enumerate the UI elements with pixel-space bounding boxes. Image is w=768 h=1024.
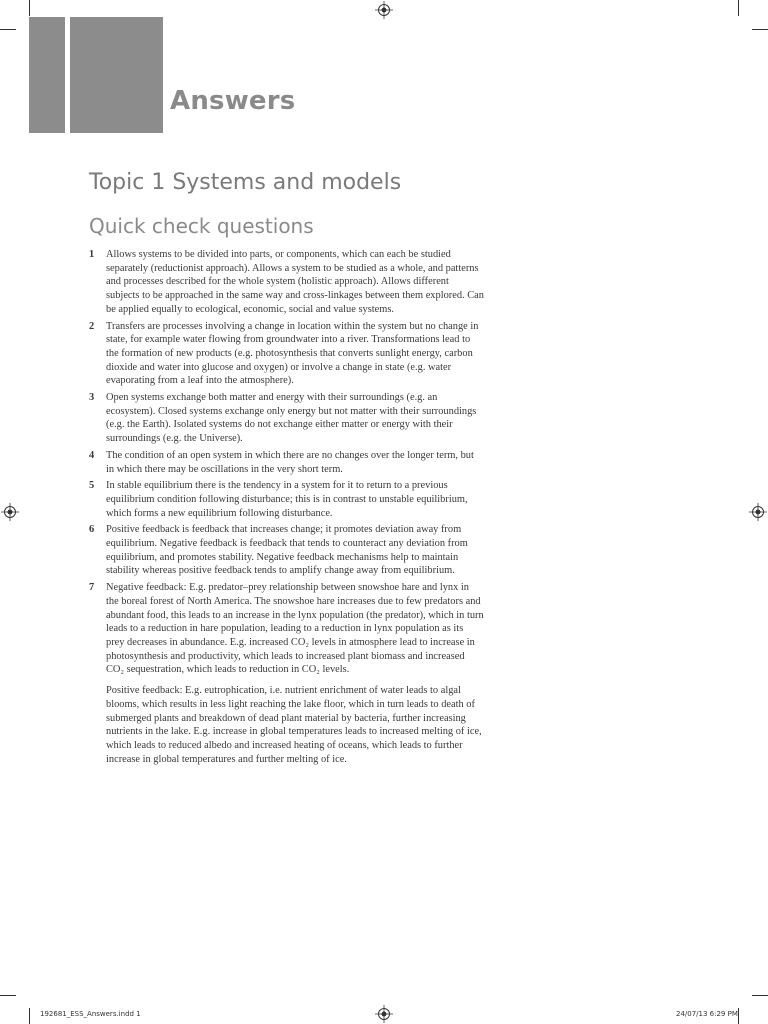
crop-mark (0, 29, 16, 30)
question-item (89, 391, 484, 446)
crop-mark (0, 995, 16, 996)
question-number: 7 (89, 582, 95, 594)
question-number: 6 (89, 524, 95, 536)
answer-text: In stable equilibrium there is the tendency in a system for it to return to a previous equilibrium condition following disturbance; this is in contrast to unstable equilibrium, which forms a new equilibrium following disturbance. (106, 480, 468, 519)
answer-text: Open systems exchange both matter and energy with their surroundings (e.g. an ecosystem). Closed systems exchange only energy but not matter with their surroundings (e.g. the Earth). Isolated systems do not exchange either matter or energy with their surroundings (e.g. the Universe). (106, 392, 477, 445)
registration-mark-icon (375, 1, 393, 19)
answer-text: Positive feedback is feedback that increases change; it promotes deviation away from equilibrium. Negative feedback is feedback that tends to counteract any deviation from equilibrium, and promotes stability. Negative feedback mechanisms help to maintain stability whereas positive feedback tends to amplify change away from equilibrium. (106, 524, 468, 577)
answer-text-continued: Positive feedback: E.g. eutrophication, i.e. nutrient enrichment of water leads to algal blooms, which results in less light reaching the lake floor, which in turn leads to death of submerged plants and breakdown of dead plant material by bacteria, further increasing nutrients in the lake. E.g. increase in global temperatures leads to increased melting of ice, which leads to reduced albedo and increased heating of oceans, which leads to further increase in global temperatures and further melting of ice. (106, 685, 482, 765)
header-block-small (29, 17, 65, 133)
crop-mark (752, 995, 768, 996)
question-item (89, 449, 484, 476)
crop-mark (29, 1008, 30, 1024)
question-item (89, 320, 484, 389)
registration-mark-icon (749, 503, 767, 521)
section-title: Quick check questions (89, 214, 314, 238)
answer-text: Transfers are processes involving a change in location within the system but no change in state, for example water flowing from groundwater into a river. Transformations lead to the formation of new products (e.g. photosynthesis that converts sunlight energy, carbon dioxide and water into glucose and oxygen) or involve a change in state (e.g. water evaporating from a leaf into the atmosphere). (106, 320, 479, 387)
registration-mark-icon (375, 1005, 393, 1023)
question-item (89, 248, 484, 317)
header-block-large (70, 17, 163, 133)
footer-timestamp: 24/07/13 6:29 PM (676, 1010, 738, 1018)
crop-mark (29, 0, 30, 16)
question-number: 2 (89, 320, 95, 332)
chapter-title: Answers (170, 86, 296, 116)
answer-text: Allows systems to be divided into parts, or components, which can each be studied separately (reductionist approach). Allows a system to be studied as a whole, and patterns and processes described for the whole system (holistic approach). Allows different subjects to be approached in the same way and cross-linkages between them explored. Can be applied equally to ecological, economic, social and value systems. (106, 249, 484, 315)
crop-mark (738, 0, 739, 16)
answer-text: The condition of an open system in which there are no changes over the longer term, but in which there may be oscillations in the very short term. (106, 449, 474, 475)
crop-mark (738, 1008, 739, 1024)
question-item (89, 479, 484, 520)
question-item (89, 581, 484, 766)
footer-file-slug: 192681_ESS_Answers.indd 1 (40, 1010, 141, 1018)
crop-mark (752, 29, 768, 30)
question-number: 3 (89, 392, 95, 404)
registration-mark-icon (1, 503, 19, 521)
question-number: 1 (89, 249, 95, 260)
topic-title: Topic 1 Systems and models (89, 170, 402, 195)
question-number: 5 (89, 480, 95, 492)
question-list (89, 248, 484, 769)
answer-text: Negative feedback: E.g. predator–prey relationship between snowshoe hare and lynx in the boreal forest of North America. The snowshoe hare increases due to few predators and abundant food, this leads to an increase in the lynx population (the predator), which in turn leads to a reduction in hare population, leading to a reduction in lynx population as its prey decreases in abundance. E.g. increased CO₂ levels in atmosphere lead to increase in photosynthesis and productivity, which leads to increased plant biomass and increased CO₂ sequestration, which leads to reduction in CO₂ levels. (106, 582, 484, 676)
question-number: 4 (89, 449, 95, 461)
question-item (89, 523, 484, 578)
